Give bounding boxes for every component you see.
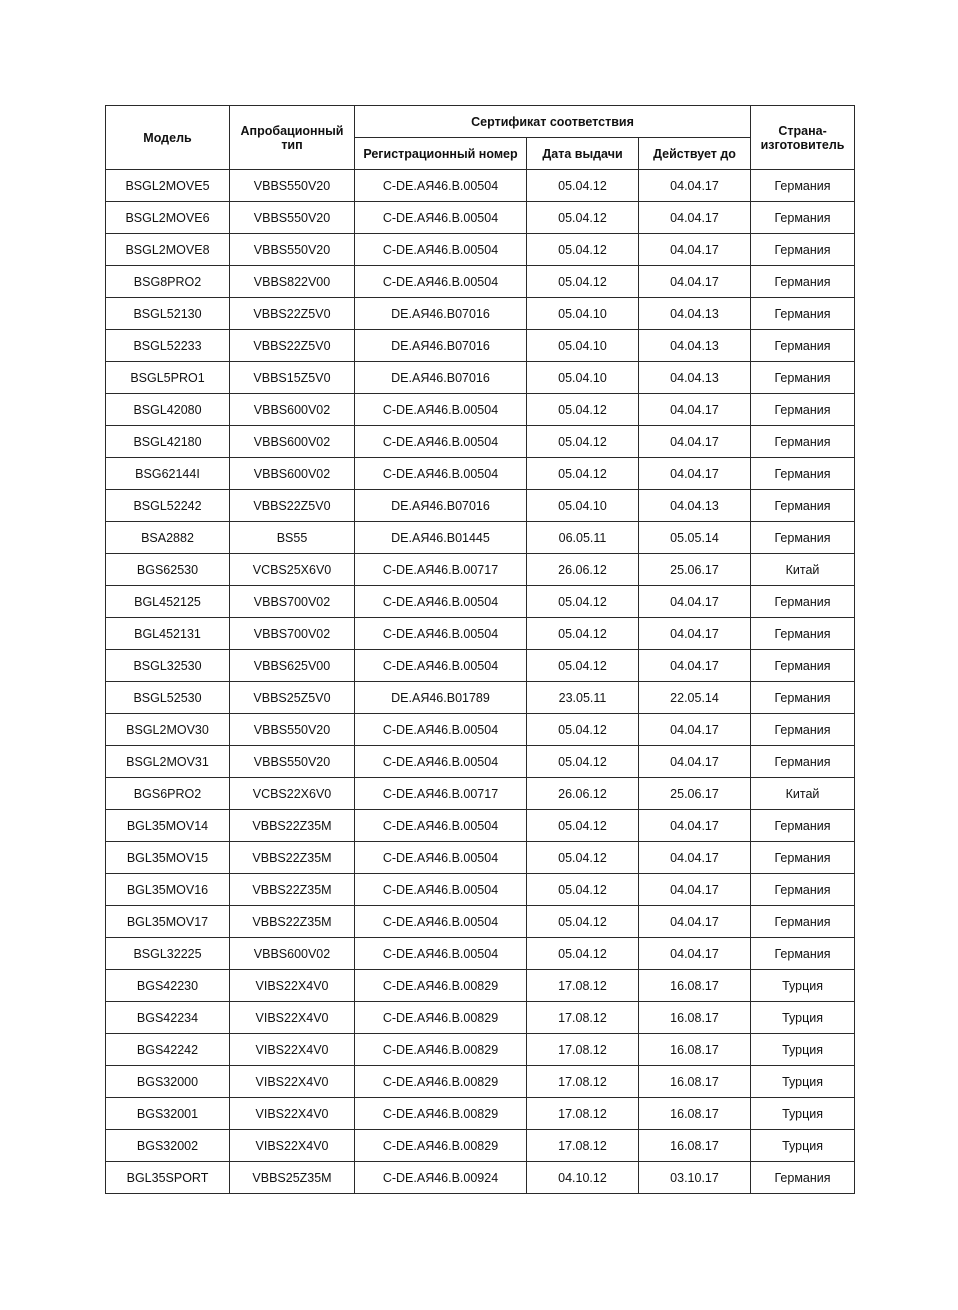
country-cell: Германия	[751, 842, 855, 874]
reg-number-cell: C-DE.АЯ46.B.00504	[355, 618, 527, 650]
valid-until-cell: 25.06.17	[639, 554, 751, 586]
country-cell: Турция	[751, 1130, 855, 1162]
reg-number-cell: C-DE.АЯ46.B.00829	[355, 1034, 527, 1066]
table-row	[106, 234, 855, 266]
model-cell: BGL35MOV17	[106, 906, 230, 938]
issue-date-cell: 05.04.12	[527, 170, 639, 202]
issue-date-cell: 05.04.12	[527, 618, 639, 650]
model-cell: BGL35SPORT	[106, 1162, 230, 1194]
header-valid-until: Действует до	[639, 138, 751, 170]
reg-number-cell: C-DE.АЯ46.B.00717	[355, 778, 527, 810]
table-row	[106, 1098, 855, 1130]
country-cell: Германия	[751, 874, 855, 906]
issue-date-cell: 05.04.12	[527, 426, 639, 458]
approval-type-cell: VBBS600V02	[230, 426, 355, 458]
issue-date-cell: 17.08.12	[527, 970, 639, 1002]
issue-date-cell: 26.06.12	[527, 554, 639, 586]
reg-number-cell: C-DE.АЯ46.B.00717	[355, 554, 527, 586]
approval-type-cell: BS55	[230, 522, 355, 554]
model-cell: BGS32001	[106, 1098, 230, 1130]
country-cell: Германия	[751, 810, 855, 842]
reg-number-cell: DE.АЯ46.B01445	[355, 522, 527, 554]
valid-until-cell: 16.08.17	[639, 1098, 751, 1130]
reg-number-cell: C-DE.АЯ46.B.00504	[355, 202, 527, 234]
model-cell: BGL452131	[106, 618, 230, 650]
model-cell: BSGL2MOVE8	[106, 234, 230, 266]
valid-until-cell: 04.04.13	[639, 490, 751, 522]
valid-until-cell: 04.04.17	[639, 586, 751, 618]
country-cell: Германия	[751, 938, 855, 970]
issue-date-cell: 23.05.11	[527, 682, 639, 714]
model-cell: BSGL52530	[106, 682, 230, 714]
issue-date-cell: 05.04.12	[527, 234, 639, 266]
table-row	[106, 970, 855, 1002]
header-country: Страна-изготовитель	[751, 106, 855, 170]
country-cell: Турция	[751, 1002, 855, 1034]
country-cell: Китай	[751, 554, 855, 586]
certificate-table	[105, 105, 855, 1194]
issue-date-cell: 05.04.12	[527, 938, 639, 970]
reg-number-cell: C-DE.АЯ46.B.00504	[355, 426, 527, 458]
model-cell: BSGL2MOVE6	[106, 202, 230, 234]
country-cell: Германия	[751, 586, 855, 618]
approval-type-cell: VBBS22Z5V0	[230, 298, 355, 330]
model-cell: BGL452125	[106, 586, 230, 618]
country-cell: Германия	[751, 682, 855, 714]
country-cell: Германия	[751, 266, 855, 298]
valid-until-cell: 04.04.13	[639, 330, 751, 362]
table-row	[106, 426, 855, 458]
valid-until-cell: 04.04.17	[639, 810, 751, 842]
issue-date-cell: 05.04.12	[527, 202, 639, 234]
table-row	[106, 202, 855, 234]
table-row	[106, 650, 855, 682]
valid-until-cell: 04.04.17	[639, 842, 751, 874]
valid-until-cell: 04.04.13	[639, 362, 751, 394]
model-cell: BSGL52242	[106, 490, 230, 522]
model-cell: BGS32000	[106, 1066, 230, 1098]
header-approval-type: Апробационный тип	[230, 106, 355, 170]
valid-until-cell: 22.05.14	[639, 682, 751, 714]
issue-date-cell: 17.08.12	[527, 1130, 639, 1162]
country-cell: Турция	[751, 1034, 855, 1066]
valid-until-cell: 04.04.17	[639, 234, 751, 266]
approval-type-cell: VBBS700V02	[230, 586, 355, 618]
issue-date-cell: 05.04.12	[527, 842, 639, 874]
valid-until-cell: 16.08.17	[639, 1130, 751, 1162]
issue-date-cell: 05.04.12	[527, 394, 639, 426]
table-row	[106, 362, 855, 394]
approval-type-cell: VBBS22Z5V0	[230, 490, 355, 522]
approval-type-cell: VBBS550V20	[230, 170, 355, 202]
table-row	[106, 938, 855, 970]
valid-until-cell: 04.04.17	[639, 266, 751, 298]
approval-type-cell: VBBS550V20	[230, 234, 355, 266]
reg-number-cell: C-DE.АЯ46.B.00504	[355, 266, 527, 298]
country-cell: Германия	[751, 394, 855, 426]
issue-date-cell: 17.08.12	[527, 1066, 639, 1098]
issue-date-cell: 05.04.12	[527, 906, 639, 938]
reg-number-cell: C-DE.АЯ46.B.00829	[355, 1130, 527, 1162]
reg-number-cell: C-DE.АЯ46.B.00504	[355, 650, 527, 682]
issue-date-cell: 05.04.10	[527, 330, 639, 362]
model-cell: BSGL42080	[106, 394, 230, 426]
reg-number-cell: C-DE.АЯ46.B.00504	[355, 938, 527, 970]
approval-type-cell: VBBS550V20	[230, 714, 355, 746]
issue-date-cell: 05.04.12	[527, 586, 639, 618]
country-cell: Германия	[751, 746, 855, 778]
country-cell: Германия	[751, 170, 855, 202]
table-row	[106, 522, 855, 554]
table-row	[106, 778, 855, 810]
model-cell: BGL35MOV14	[106, 810, 230, 842]
approval-type-cell: VIBS22X4V0	[230, 1002, 355, 1034]
approval-type-cell: VBBS600V02	[230, 938, 355, 970]
valid-until-cell: 04.04.17	[639, 746, 751, 778]
valid-until-cell: 04.04.17	[639, 426, 751, 458]
valid-until-cell: 16.08.17	[639, 1066, 751, 1098]
approval-type-cell: VBBS22Z5V0	[230, 330, 355, 362]
issue-date-cell: 17.08.12	[527, 1098, 639, 1130]
table-row	[106, 810, 855, 842]
issue-date-cell: 05.04.12	[527, 746, 639, 778]
issue-date-cell: 05.04.10	[527, 362, 639, 394]
country-cell: Германия	[751, 618, 855, 650]
header-reg-number: Регистрационный номер	[355, 138, 527, 170]
table-row	[106, 874, 855, 906]
reg-number-cell: DE.АЯ46.B07016	[355, 298, 527, 330]
country-cell: Германия	[751, 906, 855, 938]
reg-number-cell: C-DE.АЯ46.B.00924	[355, 1162, 527, 1194]
approval-type-cell: VIBS22X4V0	[230, 970, 355, 1002]
approval-type-cell: VBBS550V20	[230, 746, 355, 778]
table-row	[106, 618, 855, 650]
country-cell: Германия	[751, 490, 855, 522]
country-cell: Турция	[751, 1066, 855, 1098]
approval-type-cell: VIBS22X4V0	[230, 1066, 355, 1098]
model-cell: BSGL32530	[106, 650, 230, 682]
valid-until-cell: 04.04.17	[639, 906, 751, 938]
approval-type-cell: VBBS15Z5V0	[230, 362, 355, 394]
table-row	[106, 458, 855, 490]
table-row	[106, 1162, 855, 1194]
issue-date-cell: 05.04.10	[527, 490, 639, 522]
reg-number-cell: C-DE.АЯ46.B.00504	[355, 458, 527, 490]
table-row	[106, 1002, 855, 1034]
model-cell: BGL35MOV16	[106, 874, 230, 906]
approval-type-cell: VBBS25Z5V0	[230, 682, 355, 714]
approval-type-cell: VCBS22X6V0	[230, 778, 355, 810]
model-cell: BSGL52130	[106, 298, 230, 330]
reg-number-cell: C-DE.АЯ46.B.00829	[355, 970, 527, 1002]
valid-until-cell: 25.06.17	[639, 778, 751, 810]
approval-type-cell: VBBS625V00	[230, 650, 355, 682]
country-cell: Германия	[751, 522, 855, 554]
country-cell: Германия	[751, 714, 855, 746]
model-cell: BSGL2MOVE5	[106, 170, 230, 202]
country-cell: Германия	[751, 234, 855, 266]
model-cell: BGS32002	[106, 1130, 230, 1162]
reg-number-cell: C-DE.АЯ46.B.00504	[355, 842, 527, 874]
approval-type-cell: VBBS22Z35M	[230, 906, 355, 938]
approval-type-cell: VBBS700V02	[230, 618, 355, 650]
country-cell: Китай	[751, 778, 855, 810]
country-cell: Германия	[751, 202, 855, 234]
country-cell: Германия	[751, 330, 855, 362]
valid-until-cell: 03.10.17	[639, 1162, 751, 1194]
model-cell: BSGL2MOV30	[106, 714, 230, 746]
approval-type-cell: VBBS22Z35M	[230, 810, 355, 842]
model-cell: BSG62144I	[106, 458, 230, 490]
issue-date-cell: 17.08.12	[527, 1034, 639, 1066]
header-issue-date: Дата выдачи	[527, 138, 639, 170]
table-row	[106, 906, 855, 938]
table-row	[106, 490, 855, 522]
issue-date-cell: 05.04.12	[527, 714, 639, 746]
table-row	[106, 746, 855, 778]
country-cell: Германия	[751, 650, 855, 682]
reg-number-cell: C-DE.АЯ46.B.00504	[355, 714, 527, 746]
issue-date-cell: 05.04.12	[527, 810, 639, 842]
reg-number-cell: DE.АЯ46.B07016	[355, 362, 527, 394]
valid-until-cell: 16.08.17	[639, 1002, 751, 1034]
approval-type-cell: VBBS600V02	[230, 458, 355, 490]
country-cell: Турция	[751, 1098, 855, 1130]
table-row	[106, 1034, 855, 1066]
valid-until-cell: 04.04.17	[639, 458, 751, 490]
approval-type-cell: VIBS22X4V0	[230, 1098, 355, 1130]
valid-until-cell: 04.04.17	[639, 650, 751, 682]
reg-number-cell: C-DE.АЯ46.B.00504	[355, 586, 527, 618]
valid-until-cell: 05.05.14	[639, 522, 751, 554]
country-cell: Германия	[751, 426, 855, 458]
approval-type-cell: VBBS22Z35M	[230, 874, 355, 906]
country-cell: Германия	[751, 458, 855, 490]
approval-type-cell: VBBS822V00	[230, 266, 355, 298]
valid-until-cell: 04.04.17	[639, 170, 751, 202]
model-cell: BGS62530	[106, 554, 230, 586]
issue-date-cell: 06.05.11	[527, 522, 639, 554]
model-cell: BSGL32225	[106, 938, 230, 970]
table-row	[106, 842, 855, 874]
valid-until-cell: 04.04.17	[639, 874, 751, 906]
model-cell: BGL35MOV15	[106, 842, 230, 874]
reg-number-cell: C-DE.АЯ46.B.00504	[355, 746, 527, 778]
country-cell: Германия	[751, 1162, 855, 1194]
table-row	[106, 298, 855, 330]
model-cell: BGS42242	[106, 1034, 230, 1066]
model-cell: BSGL5PRO1	[106, 362, 230, 394]
approval-type-cell: VBBS550V20	[230, 202, 355, 234]
table-row	[106, 714, 855, 746]
country-cell: Германия	[751, 298, 855, 330]
model-cell: BSGL2MOV31	[106, 746, 230, 778]
header-model: Модель	[106, 106, 230, 170]
reg-number-cell: DE.АЯ46.B01789	[355, 682, 527, 714]
valid-until-cell: 04.04.13	[639, 298, 751, 330]
table-row	[106, 1066, 855, 1098]
approval-type-cell: VCBS25X6V0	[230, 554, 355, 586]
model-cell: BSGL42180	[106, 426, 230, 458]
country-cell: Турция	[751, 970, 855, 1002]
issue-date-cell: 05.04.12	[527, 874, 639, 906]
model-cell: BSG8PRO2	[106, 266, 230, 298]
reg-number-cell: C-DE.АЯ46.B.00504	[355, 394, 527, 426]
header-certificate: Сертификат соответствия	[355, 106, 751, 138]
valid-until-cell: 04.04.17	[639, 202, 751, 234]
approval-type-cell: VIBS22X4V0	[230, 1034, 355, 1066]
table-row	[106, 266, 855, 298]
valid-until-cell: 04.04.17	[639, 938, 751, 970]
issue-date-cell: 05.04.12	[527, 650, 639, 682]
valid-until-cell: 16.08.17	[639, 970, 751, 1002]
reg-number-cell: DE.АЯ46.B07016	[355, 490, 527, 522]
model-cell: BGS42234	[106, 1002, 230, 1034]
model-cell: BGS42230	[106, 970, 230, 1002]
model-cell: BSA2882	[106, 522, 230, 554]
issue-date-cell: 05.04.12	[527, 458, 639, 490]
issue-date-cell: 17.08.12	[527, 1002, 639, 1034]
reg-number-cell: C-DE.АЯ46.B.00829	[355, 1066, 527, 1098]
valid-until-cell: 04.04.17	[639, 714, 751, 746]
approval-type-cell: VBBS600V02	[230, 394, 355, 426]
table-row	[106, 554, 855, 586]
model-cell: BGS6PRO2	[106, 778, 230, 810]
country-cell: Германия	[751, 362, 855, 394]
approval-type-cell: VBBS22Z35M	[230, 842, 355, 874]
valid-until-cell: 04.04.17	[639, 618, 751, 650]
approval-type-cell: VIBS22X4V0	[230, 1130, 355, 1162]
model-cell: BSGL52233	[106, 330, 230, 362]
reg-number-cell: DE.АЯ46.B07016	[355, 330, 527, 362]
table-row	[106, 394, 855, 426]
table-row	[106, 330, 855, 362]
reg-number-cell: C-DE.АЯ46.B.00504	[355, 906, 527, 938]
approval-type-cell: VBBS25Z35M	[230, 1162, 355, 1194]
table-body	[106, 170, 855, 1194]
table-row	[106, 586, 855, 618]
issue-date-cell: 05.04.10	[527, 298, 639, 330]
issue-date-cell: 26.06.12	[527, 778, 639, 810]
reg-number-cell: C-DE.АЯ46.B.00829	[355, 1098, 527, 1130]
reg-number-cell: C-DE.АЯ46.B.00504	[355, 874, 527, 906]
reg-number-cell: C-DE.АЯ46.B.00504	[355, 170, 527, 202]
valid-until-cell: 16.08.17	[639, 1034, 751, 1066]
issue-date-cell: 05.04.12	[527, 266, 639, 298]
reg-number-cell: C-DE.АЯ46.B.00829	[355, 1002, 527, 1034]
table-row	[106, 1130, 855, 1162]
table-row	[106, 682, 855, 714]
reg-number-cell: C-DE.АЯ46.B.00504	[355, 234, 527, 266]
issue-date-cell: 04.10.12	[527, 1162, 639, 1194]
valid-until-cell: 04.04.17	[639, 394, 751, 426]
reg-number-cell: C-DE.АЯ46.B.00504	[355, 810, 527, 842]
table-row	[106, 170, 855, 202]
